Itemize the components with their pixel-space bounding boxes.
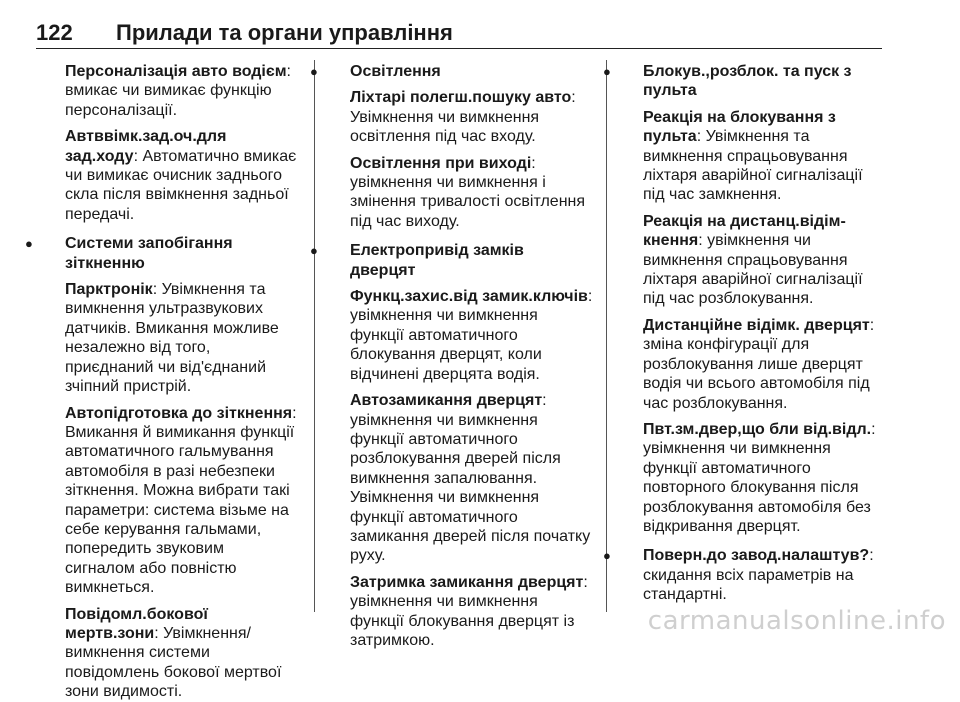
bullet-collision-systems — [46, 234, 298, 701]
page-number: 122 — [36, 20, 73, 45]
setting-item: Дистанційне відімк. дверцят: зміна конфігурації для розблокування лише дверцят водія чи всього автомобіля під час розблокування. — [643, 316, 875, 412]
bullet-heading: ● Електропривід замків дверцят — [350, 242, 524, 279]
setting-item: Функц.захис.від замик.ключів: увімкнення чи вимкнення функції автоматичного блокування дверцят, коли відчинені дверцята водія. — [350, 288, 593, 383]
setting-item: Затримка замикання дверцят: увімкнення чи вимкнення функції блокування дверцят із затримкою. — [350, 573, 588, 649]
page-title: Прилади та органи управління — [116, 20, 453, 45]
setting-item: Повідомл.бокової мертв.зони: Увімкнення/вимкнення системи повідомлень бокової мертвої зони видимості. — [65, 605, 282, 701]
setting-item: Реакція на дистанц.відім-кнення: увімкнення чи вимкнення спрацьовування ліхтаря аварійної сигналізації під час розблокування. — [643, 212, 863, 308]
setting-item: Автввімк.зад.оч.для зад.ходу: Автоматично вмикає чи вимикає очисник заднього скла після ввімкнення задньої передачі. — [65, 128, 297, 223]
column-divider-2 — [606, 60, 607, 612]
bullet-lighting — [331, 62, 593, 231]
watermark: carmanualsonline.info — [647, 606, 946, 636]
page-header — [36, 18, 882, 49]
bullet-heading: ● Системи запобігання зіткненню — [65, 235, 233, 272]
bullet-heading: ● Освітлення — [350, 63, 441, 80]
setting-item: Реакція на блокування з пульта: Увімкнення та вимкнення спрацьовування ліхтаря аварійної сигналізації під час замкнення. — [643, 108, 863, 204]
setting-item: Персоналізація авто водієм: вмикає чи вимикає функцію персоналізації. — [65, 63, 291, 119]
column-divider-1 — [314, 60, 315, 612]
bullet-heading: Поверн.до завод.налаштув? — [643, 547, 870, 565]
setting-item: Автопідготовка до зіткнення: Вмикання й вимикання функції автоматичного гальмування автомобіля в разі небезпеки зіткнення. Можна вибрати такі параметри: система візьме на себе керування гальмами, попередить звуковим сигналом або повністю вимкнеться. — [65, 404, 297, 597]
setting-item: Парктронік: Увімкнення та вимкнення ультразвукових датчиків. Вмикання можливе незалежно від того, приєднаний чи від'єднаний зчіпний пристрій. — [65, 281, 279, 396]
column-1 — [46, 62, 298, 702]
setting-item: Пвт.зм.двер,що бли від.відл.: увімкнення чи вимкнення функції автоматичного повторного блокування після розблокування автомобіля без відкривання дверцят. — [643, 420, 876, 535]
column-3 — [624, 62, 886, 605]
column-2 — [331, 62, 593, 650]
setting-item: Автозамикання дверцят: увімкнення чи вимкнення функції автоматичного розблокування дверей після вимкнення запалювання. Увімкнення чи вимкнення функції автоматичного замикання дверей після початку руху. — [350, 392, 591, 565]
bullet-heading: ● Блокув.,розблок. та пуск з пульта — [643, 63, 852, 100]
bullet-remote-lock — [624, 62, 886, 536]
continued-items — [46, 62, 298, 224]
setting-item: Освітлення при виході: увімкнення чи вимкнення і змінення тривалості освітлення під час виходу. — [350, 154, 586, 230]
bullet-door-locks — [331, 241, 593, 650]
bullet-factory-reset: ● Поверн.до завод.налаштув?: скидання всіх параметрів на стандартні. — [624, 546, 886, 604]
setting-item: Ліхтарі полегш.пошуку авто: Увімкнення чи вимкнення освітлення під час входу. — [350, 89, 576, 146]
